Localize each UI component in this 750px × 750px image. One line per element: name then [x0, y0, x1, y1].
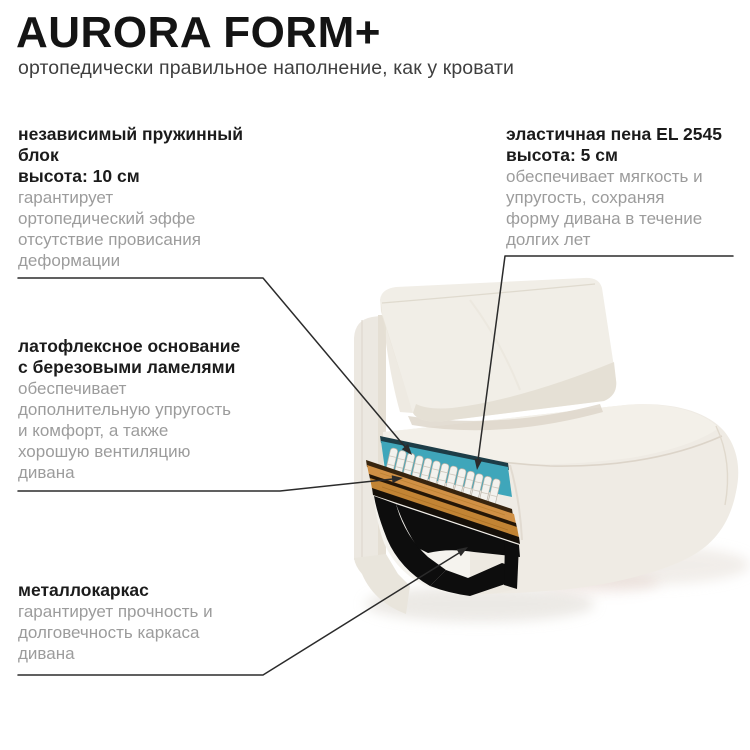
text-line: и комфорт, а также [18, 421, 169, 440]
text-line: латофлексное основание [18, 336, 241, 356]
text-line: деформации [18, 251, 121, 270]
text-line: дополнительную упругость [18, 400, 231, 419]
annotation-spring-block [18, 124, 243, 271]
text-line: с березовыми ламелями [18, 357, 236, 377]
annotation-title [18, 336, 240, 378]
text-line: ортопедический эффе [18, 209, 196, 228]
text-line: металлокаркас [18, 580, 149, 600]
annotation-title [18, 124, 243, 187]
text-line: долгих лет [506, 230, 591, 249]
text-line: дивана [18, 463, 75, 482]
annotation-description [506, 166, 722, 250]
annotation-description [18, 601, 213, 664]
annotation-title [18, 580, 213, 601]
text-line: блок [18, 145, 59, 165]
text-line: гарантирует прочность и [18, 602, 213, 621]
annotation-latoflex-base [18, 336, 240, 483]
annotation-elastic-foam [506, 124, 722, 250]
annotation-title [506, 124, 722, 166]
text-line: упругость, сохраняя [506, 188, 665, 207]
text-line: отсутствие провисания [18, 230, 201, 249]
text-line: хорошую вентиляцию [18, 442, 191, 461]
text-line: независимый пружинный [18, 124, 244, 144]
page-title: AURORA FORM+ [16, 8, 381, 57]
annotation-description [18, 187, 243, 271]
text-line: эластичная пена EL 2545 [506, 124, 722, 144]
text-line: долговечность каркаса [18, 623, 200, 642]
text-line: высота: 5 см [506, 145, 618, 165]
page-subtitle: ортопедически правильное наполнение, как у кровати [18, 57, 515, 79]
frame-right-bar [504, 541, 519, 589]
text-line: форму дивана в течение [506, 209, 703, 228]
annotation-metal-frame [18, 580, 213, 664]
text-line: обеспечивает мягкость и [506, 167, 703, 186]
back-cushion [380, 278, 616, 430]
text-line: высота: 10 см [18, 166, 140, 186]
text-line: дивана [18, 644, 75, 663]
text-line: гарантирует [18, 188, 114, 207]
text-line: обеспечивает [18, 379, 127, 398]
annotation-description [18, 378, 240, 483]
